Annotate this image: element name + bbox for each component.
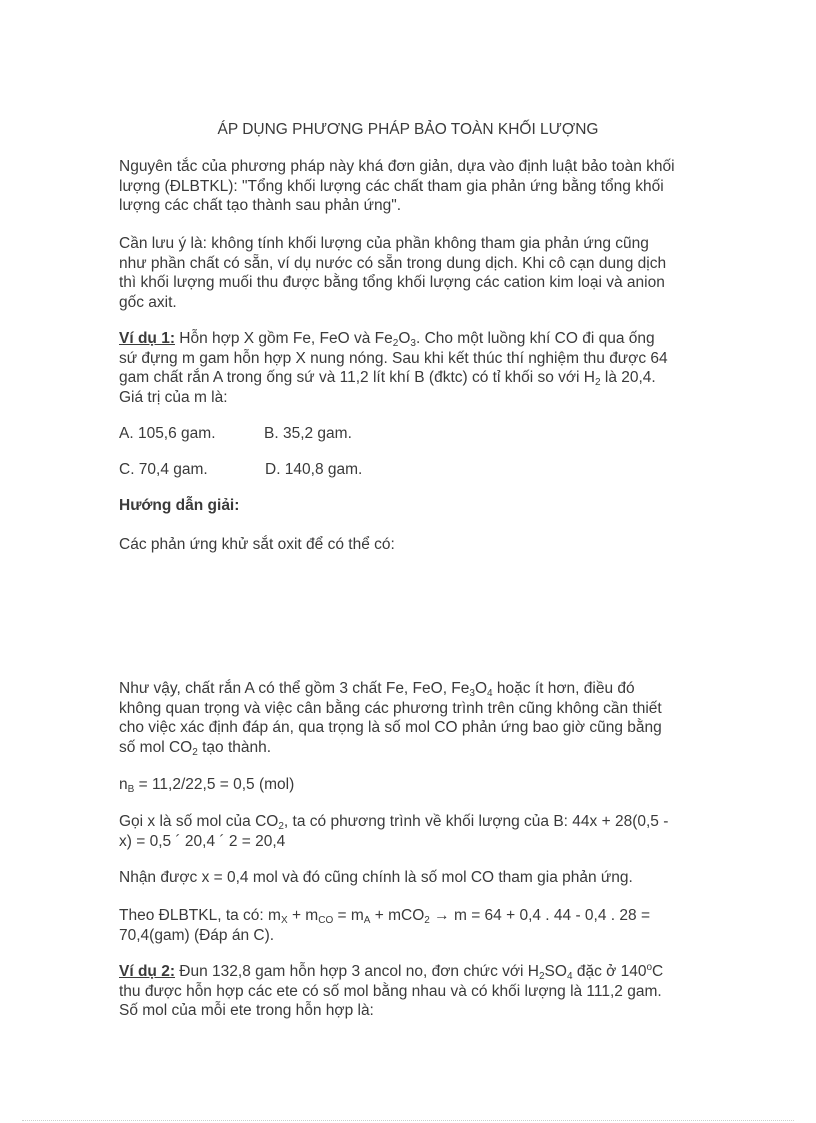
text-line: gam chất rắn A trong ống sứ và 11,2 lít khí B (đktc) có tỉ khối so với $H_2$ là 20,4. <box>119 369 656 388</box>
text-line: Ví dụ 2: Đun 132,8 gam hỗn hợp 3 ancol no, đơn chức với $H_2SO_4$ đặc ở 140$^o$C <box>119 961 664 982</box>
text-line: Gọi x là số mol của $CO_2$, ta có phương trình về khối lượng của B: 44x + 28(0,5 - <box>119 813 669 832</box>
example-1 <box>119 329 699 407</box>
text-line: gốc axit. <box>119 293 177 311</box>
example-label: Ví dụ 1: <box>119 330 175 347</box>
mass-equation-paragraph <box>119 812 699 851</box>
conservation-paragraph <box>119 906 699 945</box>
guide-heading: Hướng dẫn giải: <box>119 497 240 514</box>
solution-paragraph <box>119 679 699 757</box>
text-line: x) = 0,5 ´ 20,4 ´ 2 = 20,4 <box>119 832 286 850</box>
text-line: như phần chất có sẵn, ví dụ nước có sẵn trong dung dịch. Khi cô cạn dung dịch <box>119 254 667 272</box>
text-line: thu được hỗn hợp các ete có số mol bằng nhau và có khối lượng là 111,2 gam. <box>119 982 662 1000</box>
text-line: thì khối lượng muối thu được bằng tổng khối lượng các cation kim loại và anion <box>119 274 665 291</box>
text-line: Nguyên tắc của phương pháp này khá đơn giản, dựa vào định luật bảo toàn khối <box>119 158 675 175</box>
example-label: Ví dụ 2: <box>119 963 175 980</box>
text-line: cho việc xác định đáp án, qua trọng là số mol CO phản ứng bao giờ cũng bằng <box>119 719 662 736</box>
text-line: Cần lưu ý là: không tính khối lượng của phần không tham gia phản ứng cũng <box>119 235 649 252</box>
text-line: Theo ĐLBTKL, ta có: $m_X + m_{CO} = m_A + mCO_2 \to m = 64 + 0,4$ . 44 - 0,4 . 28 = <box>119 907 651 926</box>
nb-equation: $n_B = 11,2/22,5 = 0,5$ (mol) <box>119 776 295 795</box>
text-line: số mol $CO_2$ tạo thành. <box>119 738 272 758</box>
example-2 <box>119 962 699 1021</box>
reactions-intro: Các phản ứng khử sắt oxit để có thể có: <box>119 536 395 553</box>
intro-paragraph <box>119 157 699 216</box>
option-c: C. 70,4 gam. <box>119 461 208 478</box>
text-line: sứ đựng m gam hỗn hợp X nung nóng. Sau khi kết thúc thí nghiệm thu được 64 <box>119 349 668 367</box>
text-line: lượng (ĐLBTKL): "Tổng khối lượng các chất tham gia phản ứng bằng tổng khối <box>119 177 664 195</box>
option-d: D. 140,8 gam. <box>265 461 363 478</box>
option-a: A. 105,6 gam. <box>119 425 216 442</box>
page-bottom-divider <box>22 1120 794 1121</box>
text-line: lượng các chất tạo thành sau phản ứng". <box>119 197 402 214</box>
option-b: B. 35,2 gam. <box>264 425 352 442</box>
text-line: Số mol của mỗi ete trong hỗn hợp là: <box>119 1002 374 1019</box>
text-line: 70,4(gam) (Đáp án C). <box>119 926 275 944</box>
note-paragraph <box>119 234 699 312</box>
result-line: Nhận được x = 0,4 mol và đó cũng chính là số mol CO tham gia phản ứng. <box>119 869 633 886</box>
text-line: không quan trọng và việc cân bằng các phương trình trên cũng không cần thiết <box>119 699 662 717</box>
text-line: Giá trị của m là: <box>119 388 228 406</box>
text-line: Ví dụ 1: Hỗn hợp X gồm Fe, FeO và $Fe_2O_3$. Cho một luồng khí CO đi qua ống <box>119 330 655 349</box>
page-title: ÁP DỤNG PHƯƠNG PHÁP BẢO TOÀN KHỐI LƯỢNG <box>217 121 599 138</box>
text-line: Như vậy, chất rắn A có thể gồm 3 chất Fe, FeO, $Fe_3O_4$ hoặc ít hơn, điều đó <box>119 680 635 699</box>
